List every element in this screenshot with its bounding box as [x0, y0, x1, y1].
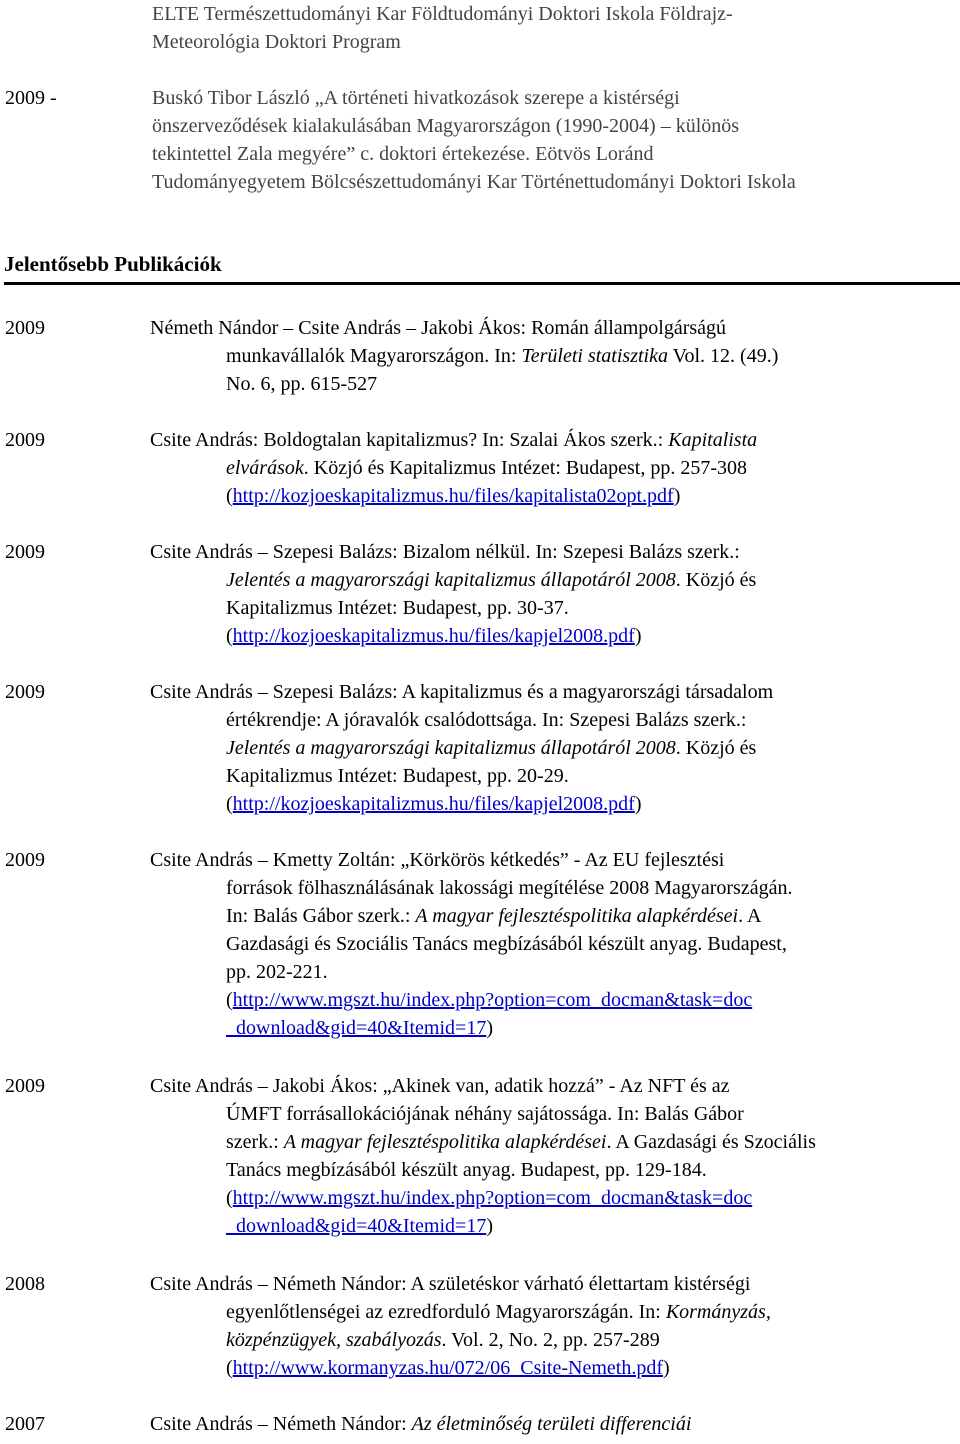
publication-link[interactable]: http://kozjoeskapitalizmus.hu/files/kapjel2008.pdf [232, 793, 635, 815]
publication-line: Jelentés a magyarországi kapitalizmus állapotáról 2008. Közjó és [226, 569, 757, 591]
publication-line: szerk.: A magyar fejlesztéspolitika alapkérdései. A Gazdasági és Szociális [226, 1131, 816, 1153]
publication-link[interactable]: http://www.mgszt.hu/index.php?option=com_docman&task=doc [232, 1187, 753, 1209]
publication-headline: Csite András: Boldogtalan kapitalizmus? In: Szalai Ákos szerk.: Kapitalista [150, 429, 758, 451]
publication-year: 2009 [5, 681, 45, 703]
publication-line: egyenlőtlenségei az ezredforduló Magyarországán. In: Kormányzás, [226, 1301, 771, 1323]
publication-link[interactable]: http://www.mgszt.hu/index.php?option=com_docman&task=doc [232, 989, 753, 1011]
publication-line: In: Balás Gábor szerk.: A magyar fejlesztéspolitika alapkérdései. A [226, 905, 762, 927]
publication-line: Kapitalizmus Intézet: Budapest, pp. 20-29. [226, 765, 569, 787]
publication-line: elvárások. Közjó és Kapitalizmus Intézet: Budapest, pp. 257-308 [226, 457, 747, 479]
phd-line-4: Tudományegyetem Bölcsészettudományi Kar Történettudományi Doktori Iskola [152, 171, 796, 193]
publication-line: források fölhasználásának lakossági megítélése 2008 Magyarországán. [226, 877, 793, 899]
publication-line: (http://www.kormanyzas.hu/072/06_Csite-Nemeth.pdf) [226, 1357, 670, 1379]
section-title: Jelentősebb Publikációk [4, 250, 960, 285]
publication-year: 2008 [5, 1273, 45, 1295]
publication-headline: Csite András – Szepesi Balázs: A kapitalizmus és a magyarországi társadalom [150, 681, 774, 703]
phd-line-3: tekintettel Zala megyére” c. doktori értekezése. Eötvös Loránd [152, 143, 654, 165]
publication-headline: Csite András – Jakobi Ákos: „Akinek van, adatik hozzá” - Az NFT és az [150, 1075, 730, 1097]
publication-year: 2007 [5, 1413, 45, 1435]
publication-link[interactable]: http://kozjoeskapitalizmus.hu/files/kapjel2008.pdf [232, 625, 635, 647]
publication-line: _download&gid=40&Itemid=17) [226, 1017, 493, 1039]
publication-headline: Németh Nándor – Csite András – Jakobi Ákos: Román állampolgárságú [150, 317, 727, 339]
publication-link[interactable]: http://www.kormanyzas.hu/072/06_Csite-Nemeth.pdf [232, 1357, 663, 1379]
publication-line: Gazdasági és Szociális Tanács megbízásából készült anyag. Budapest, [226, 933, 787, 955]
program-line-1: ELTE Természettudományi Kar Földtudományi Doktori Iskola Földrajz- [152, 3, 733, 25]
program-block [152, 0, 960, 56]
publication-line: _download&gid=40&Itemid=17) [226, 1215, 493, 1237]
publication-line: (http://kozjoeskapitalizmus.hu/files/kapjel2008.pdf) [226, 625, 642, 647]
publication-headline: Csite András – Németh Nándor: Az életminőség területi differenciái [150, 1413, 692, 1435]
publication-year: 2009 [5, 317, 45, 339]
publication-line: (http://kozjoeskapitalizmus.hu/files/kapitalista02opt.pdf) [226, 485, 681, 507]
publication-line: értékrendje: A jóravalók csalódottsága. In: Szepesi Balázs szerk.: [226, 709, 747, 731]
publication-line: közpénzügyek, szabályozás. Vol. 2, No. 2, pp. 257-289 [226, 1329, 660, 1351]
publication-year: 2009 [5, 429, 45, 451]
publication-headline: Csite András – Németh Nándor: A születéskor várható élettartam kistérségi [150, 1273, 751, 1295]
publication-headline: Csite András – Szepesi Balázs: Bizalom nélkül. In: Szepesi Balázs szerk.: [150, 541, 740, 563]
phd-line-1: Buskó Tibor László „A történeti hivatkozások szerepe a kistérségi [152, 87, 680, 109]
publication-year: 2009 [5, 541, 45, 563]
publication-line: (http://www.mgszt.hu/index.php?option=com_docman&task=doc [226, 1187, 753, 1209]
publication-line: Kapitalizmus Intézet: Budapest, pp. 30-37. [226, 597, 569, 619]
publication-line: munkavállalók Magyarországon. In: Területi statisztika Vol. 12. (49.) [226, 345, 779, 367]
publication-line: Jelentés a magyarországi kapitalizmus állapotáról 2008. Közjó és [226, 737, 757, 759]
publication-line: pp. 202-221. [226, 961, 328, 983]
program-line-2: Meteorológia Doktori Program [152, 31, 401, 53]
publication-line: Tanács megbízásából készült anyag. Budapest, pp. 129-184. [226, 1159, 707, 1181]
phd-line-2: önszerveződések kialakulásában Magyarországon (1990-2004) – különös [152, 115, 740, 137]
publication-line: (http://kozjoeskapitalizmus.hu/files/kapjel2008.pdf) [226, 793, 642, 815]
publication-line: No. 6, pp. 615-527 [226, 373, 378, 395]
publication-link[interactable]: _download&gid=40&Itemid=17 [226, 1017, 487, 1039]
publication-link[interactable]: _download&gid=40&Itemid=17 [226, 1215, 487, 1237]
publication-year: 2009 [5, 849, 45, 871]
publication-line: (http://www.mgszt.hu/index.php?option=com_docman&task=doc [226, 989, 753, 1011]
publication-year: 2009 [5, 1075, 45, 1097]
phd-year: 2009 - [5, 87, 57, 109]
publication-headline: Csite András – Kmetty Zoltán: „Körkörös kétkedés” - Az EU fejlesztési [150, 849, 725, 871]
publication-link[interactable]: http://kozjoeskapitalizmus.hu/files/kapitalista02opt.pdf [232, 485, 674, 507]
publication-line: ÚMFT forrásallokációjának néhány sajátossága. In: Balás Gábor [226, 1103, 744, 1125]
phd-text [152, 84, 960, 196]
